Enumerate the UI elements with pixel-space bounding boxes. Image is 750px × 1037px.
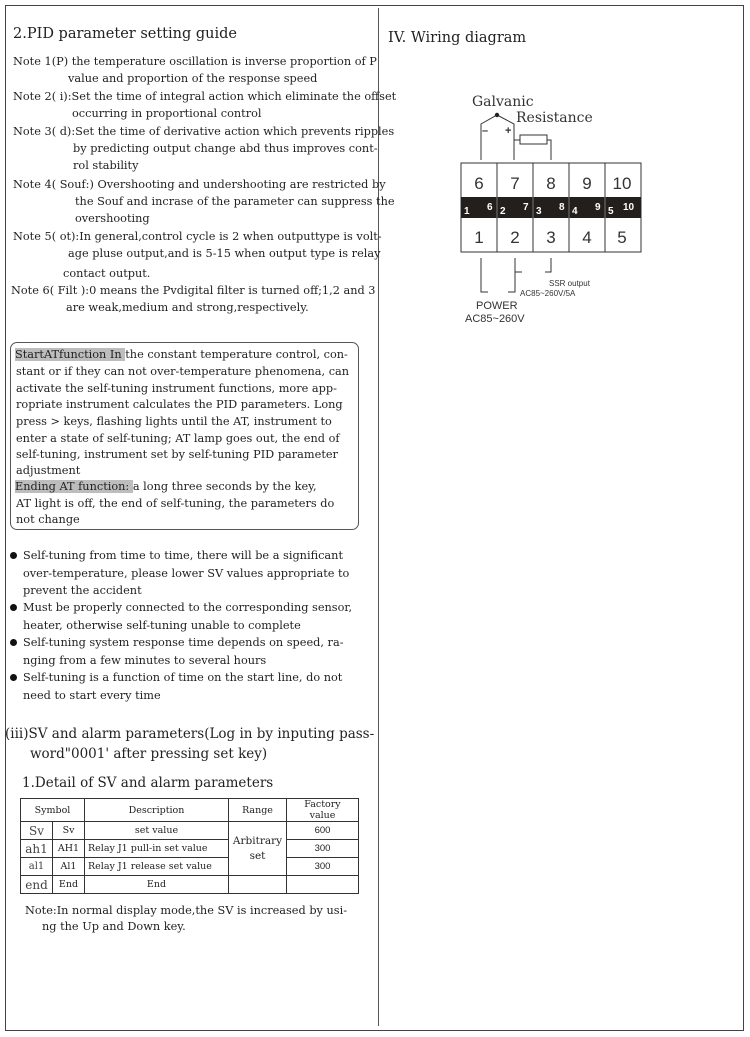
bullet-text: heater, otherwise self-tuning unable to complete [23, 619, 301, 632]
at-text: self-tuning, instrument set by self-tuning PID parameter [16, 448, 338, 461]
junction-dot [495, 113, 499, 117]
factory-value: 300 [287, 840, 359, 858]
top-terminal: 10 [612, 174, 632, 193]
bar-label: 10 [623, 202, 635, 213]
note-4-cont: overshooting [75, 212, 150, 225]
range-text: set [249, 849, 266, 862]
ending-at-label: Ending AT function: [15, 480, 133, 493]
note-3: Note 3( d):Set the time of derivative action which prevents ripples [13, 125, 395, 138]
note-5: Note 5( ot):In general,control cycle is 2 when outputtype is volt- [13, 230, 382, 243]
symbol-display: ah1 [21, 840, 53, 858]
bar-label: 8 [559, 202, 565, 213]
note-3-cont: by predicting output change abd thus improves cont- [73, 142, 378, 155]
power-rating: AC85~260V [465, 313, 525, 325]
galvanic-label: Galvanic [472, 94, 534, 110]
at-text: AT light is off, the end of self-tuning, the parameters do [16, 497, 335, 510]
header-range: Range [229, 799, 287, 822]
bar-label: 7 [523, 202, 529, 213]
bullet-text: prevent the accident [23, 584, 142, 597]
note-6: Note 6( Filt ):0 means the Pvdigital filter is turned off;1,2 and 3 [11, 284, 376, 297]
bar-label: 5 [608, 206, 614, 217]
sv-alarm-heading-cont: word"0001' after pressing set key) [30, 746, 268, 762]
symbol-display: end [21, 876, 53, 894]
wiring-title: IV. Wiring diagram [388, 30, 527, 46]
header-factory-value: Factory value [287, 799, 359, 822]
power-label: POWER [476, 300, 518, 312]
factory-value: 600 [287, 822, 359, 840]
description: Relay J1 pull-in set value [85, 840, 229, 858]
plus-sign: + [505, 125, 512, 137]
bar-label: 6 [487, 202, 493, 213]
at-text: activate the self-tuning instrument functions, more app- [16, 382, 337, 395]
pid-section-title: 2.PID parameter setting guide [13, 26, 237, 42]
at-text: a long three seconds by the key, [132, 480, 317, 493]
bullet-text: nging from a few minutes to several hours [23, 654, 267, 667]
at-text: not change [16, 513, 80, 526]
description: End [85, 876, 229, 894]
resistance-label: Resistance [516, 110, 593, 126]
note-6-cont: are weak,medium and strong,respectively. [66, 301, 309, 314]
symbol-code: End [53, 876, 85, 894]
note-2-cont: occurring in proportional control [72, 107, 262, 120]
header-symbol: Symbol [21, 799, 85, 822]
note-2: Note 2( i):Set the time of integral action which eliminate the offset [13, 90, 397, 103]
footnote-cont: ng the Up and Down key. [42, 920, 186, 933]
bullet-text: Self-tuning is a function of time on the start line, do not [23, 671, 343, 684]
bottom-terminal: 2 [510, 228, 520, 247]
range-text: Arbitrary [232, 834, 283, 847]
note-5-cont: contact output. [63, 267, 151, 280]
top-terminal: 6 [474, 174, 484, 193]
at-text: enter a state of self-tuning; AT lamp goes out, the end of [16, 432, 340, 445]
symbol-code: Sv [53, 822, 85, 840]
bar-label: 9 [595, 202, 601, 213]
description: Relay J1 release set value [85, 858, 229, 876]
top-terminal: 8 [546, 174, 556, 193]
bottom-terminal: 5 [617, 228, 627, 247]
at-text: the constant temperature control, con- [125, 348, 348, 361]
note-5-cont: age pluse output,and is 5-15 when output type is relay [68, 247, 381, 260]
at-text: adjustment [16, 464, 81, 477]
note-4: Note 4( Souf:) Overshooting and undershooting are restricted by [13, 178, 386, 191]
symbol-display: al1 [21, 858, 53, 876]
symbol-code: AH1 [53, 840, 85, 858]
sv-alarm-heading: (iii)SV and alarm parameters(Log in by inputing pass- [5, 726, 375, 742]
note-1: Note 1(P) the temperature oscillation is inverse proportion of P [13, 55, 377, 68]
bottom-terminal: 4 [582, 228, 592, 247]
at-text: ropriate instrument calculates the PID parameters. Long [16, 398, 343, 411]
note-3-cont: rol stability [73, 159, 139, 172]
bottom-terminal: 1 [474, 228, 484, 247]
symbol-code: Al1 [53, 858, 85, 876]
bar-label: 4 [572, 206, 578, 217]
bullet-text: Must be properly connected to the corresponding sensor, [23, 601, 353, 614]
detail-title: 1.Detail of SV and alarm parameters [22, 775, 274, 791]
at-text: stant or if they can not over-temperature phenomena, can [16, 365, 350, 378]
bullet-text: Self-tuning system response time depends on speed, ra- [23, 636, 344, 649]
start-at-label: StartATfunction In [15, 348, 126, 361]
header-description: Description [85, 799, 229, 822]
note-1-cont: value and proportion of the response speed [68, 72, 318, 85]
minus-sign: – [482, 125, 489, 137]
bullet-text: over-temperature, please lower SV values appropriate to [23, 567, 350, 580]
ssr-label: SSR output [549, 279, 590, 288]
top-terminal: 9 [582, 174, 592, 193]
ssr-rating: AC85~260V/5A [520, 289, 576, 298]
factory-value: 300 [287, 858, 359, 876]
at-text: press > keys, flashing lights until the AT, instrument to [16, 415, 332, 428]
description: set value [85, 822, 229, 840]
bottom-terminal: 3 [546, 228, 556, 247]
bar-label: 1 [464, 206, 470, 217]
symbol-display: Sv [21, 822, 53, 840]
note-4-cont: the Souf and incrase of the parameter can suppress the [75, 195, 395, 208]
resistor-icon [520, 135, 547, 144]
bullet-text: need to start every time [23, 689, 161, 702]
footnote: Note:In normal display mode,the SV is increased by usi- [25, 904, 348, 917]
top-terminal: 7 [510, 174, 520, 193]
bar-label: 2 [500, 206, 506, 217]
bullet-text: Self-tuning from time to time, there will be a significant [23, 549, 343, 562]
bar-label: 3 [536, 206, 542, 217]
